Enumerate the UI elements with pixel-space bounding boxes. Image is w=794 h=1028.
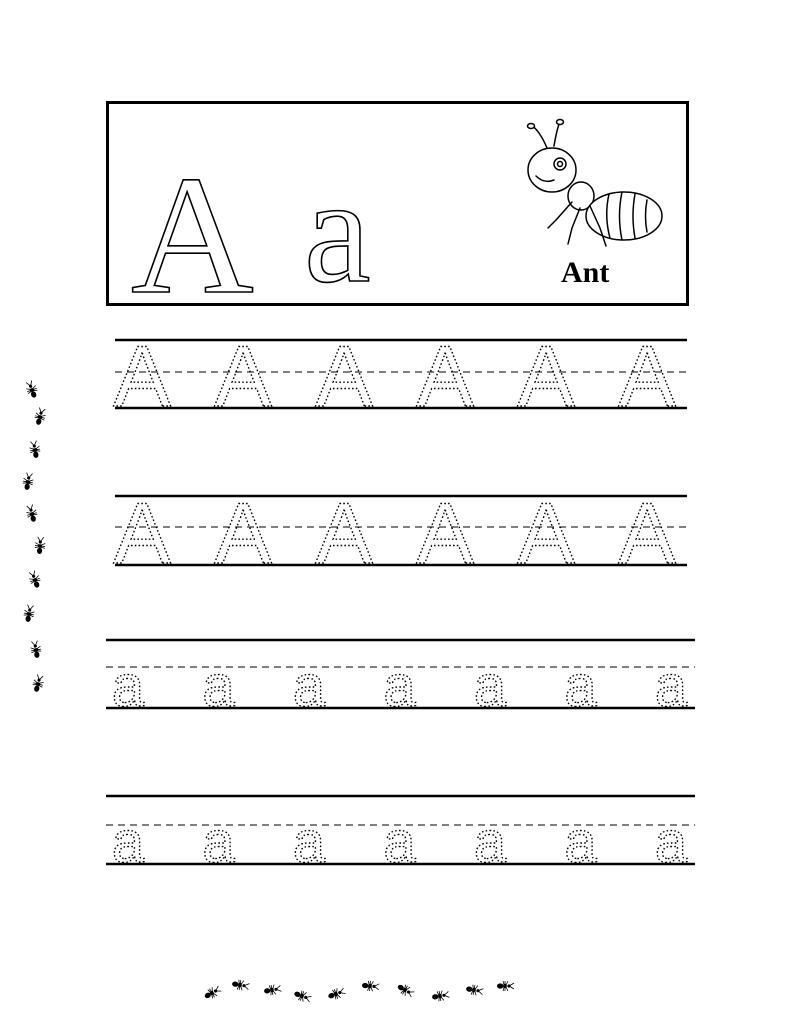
trail-ant-icon [25,504,39,523]
trail-ant-icon [22,472,35,490]
tracing-letter: a [654,810,688,875]
trail-ant-icon [327,986,346,1001]
tracing-letter: A [618,329,676,425]
tracing-letter: A [416,329,474,425]
trail-ant-icon [497,981,514,991]
tracing-letter: A [517,329,575,425]
tracing-letter: a [202,810,235,875]
tracing-letter: a [111,810,145,875]
tracing-letter: A [618,486,676,582]
tracing-letter: a [564,654,597,719]
trail-ant-icon [203,984,223,1001]
tracing-letter: a [202,654,235,719]
trail-ant-icon [31,674,45,693]
tracing-letter: A [416,486,474,582]
picture-word-label: Ant [561,256,610,289]
trail-ant-icon [27,570,42,589]
trail-ant-icon [23,604,36,622]
trail-ant-icon [33,407,47,426]
trail-ant-icon [24,380,39,399]
tracing-letter: A [517,486,575,582]
tracing-letter: A [214,329,272,425]
trail-ant-icon [362,980,380,991]
trail-ant-icon [431,990,449,1003]
tracing-letter: a [292,810,326,875]
tracing-letter: a [564,810,597,875]
tracing-letter: a [383,810,416,875]
tracing-letter: A [214,486,272,582]
trail-ant-icon [465,984,483,997]
trail-ant-icon [231,979,249,992]
big-lowercase-letter: a [304,148,371,314]
tracing-letter: A [315,329,373,425]
tracing-letter: A [113,329,171,425]
tracing-letter: a [292,654,326,719]
trail-ant-icon [293,989,312,1004]
tracing-letter: a [383,654,416,719]
tracing-letter: A [315,486,373,582]
trail-ant-icon [34,537,45,555]
trail-ant-icon [263,984,281,997]
tracing-letter: a [473,810,507,875]
trail-ant-icon [30,640,43,658]
tracing-letter: a [111,654,145,719]
tracing-letter: a [473,654,507,719]
trail-ant-icon [29,440,42,458]
trail-ant-icon [396,982,416,999]
big-uppercase-letter: A [131,141,254,329]
tracing-letter: A [113,486,171,582]
tracing-letter: a [654,654,688,719]
